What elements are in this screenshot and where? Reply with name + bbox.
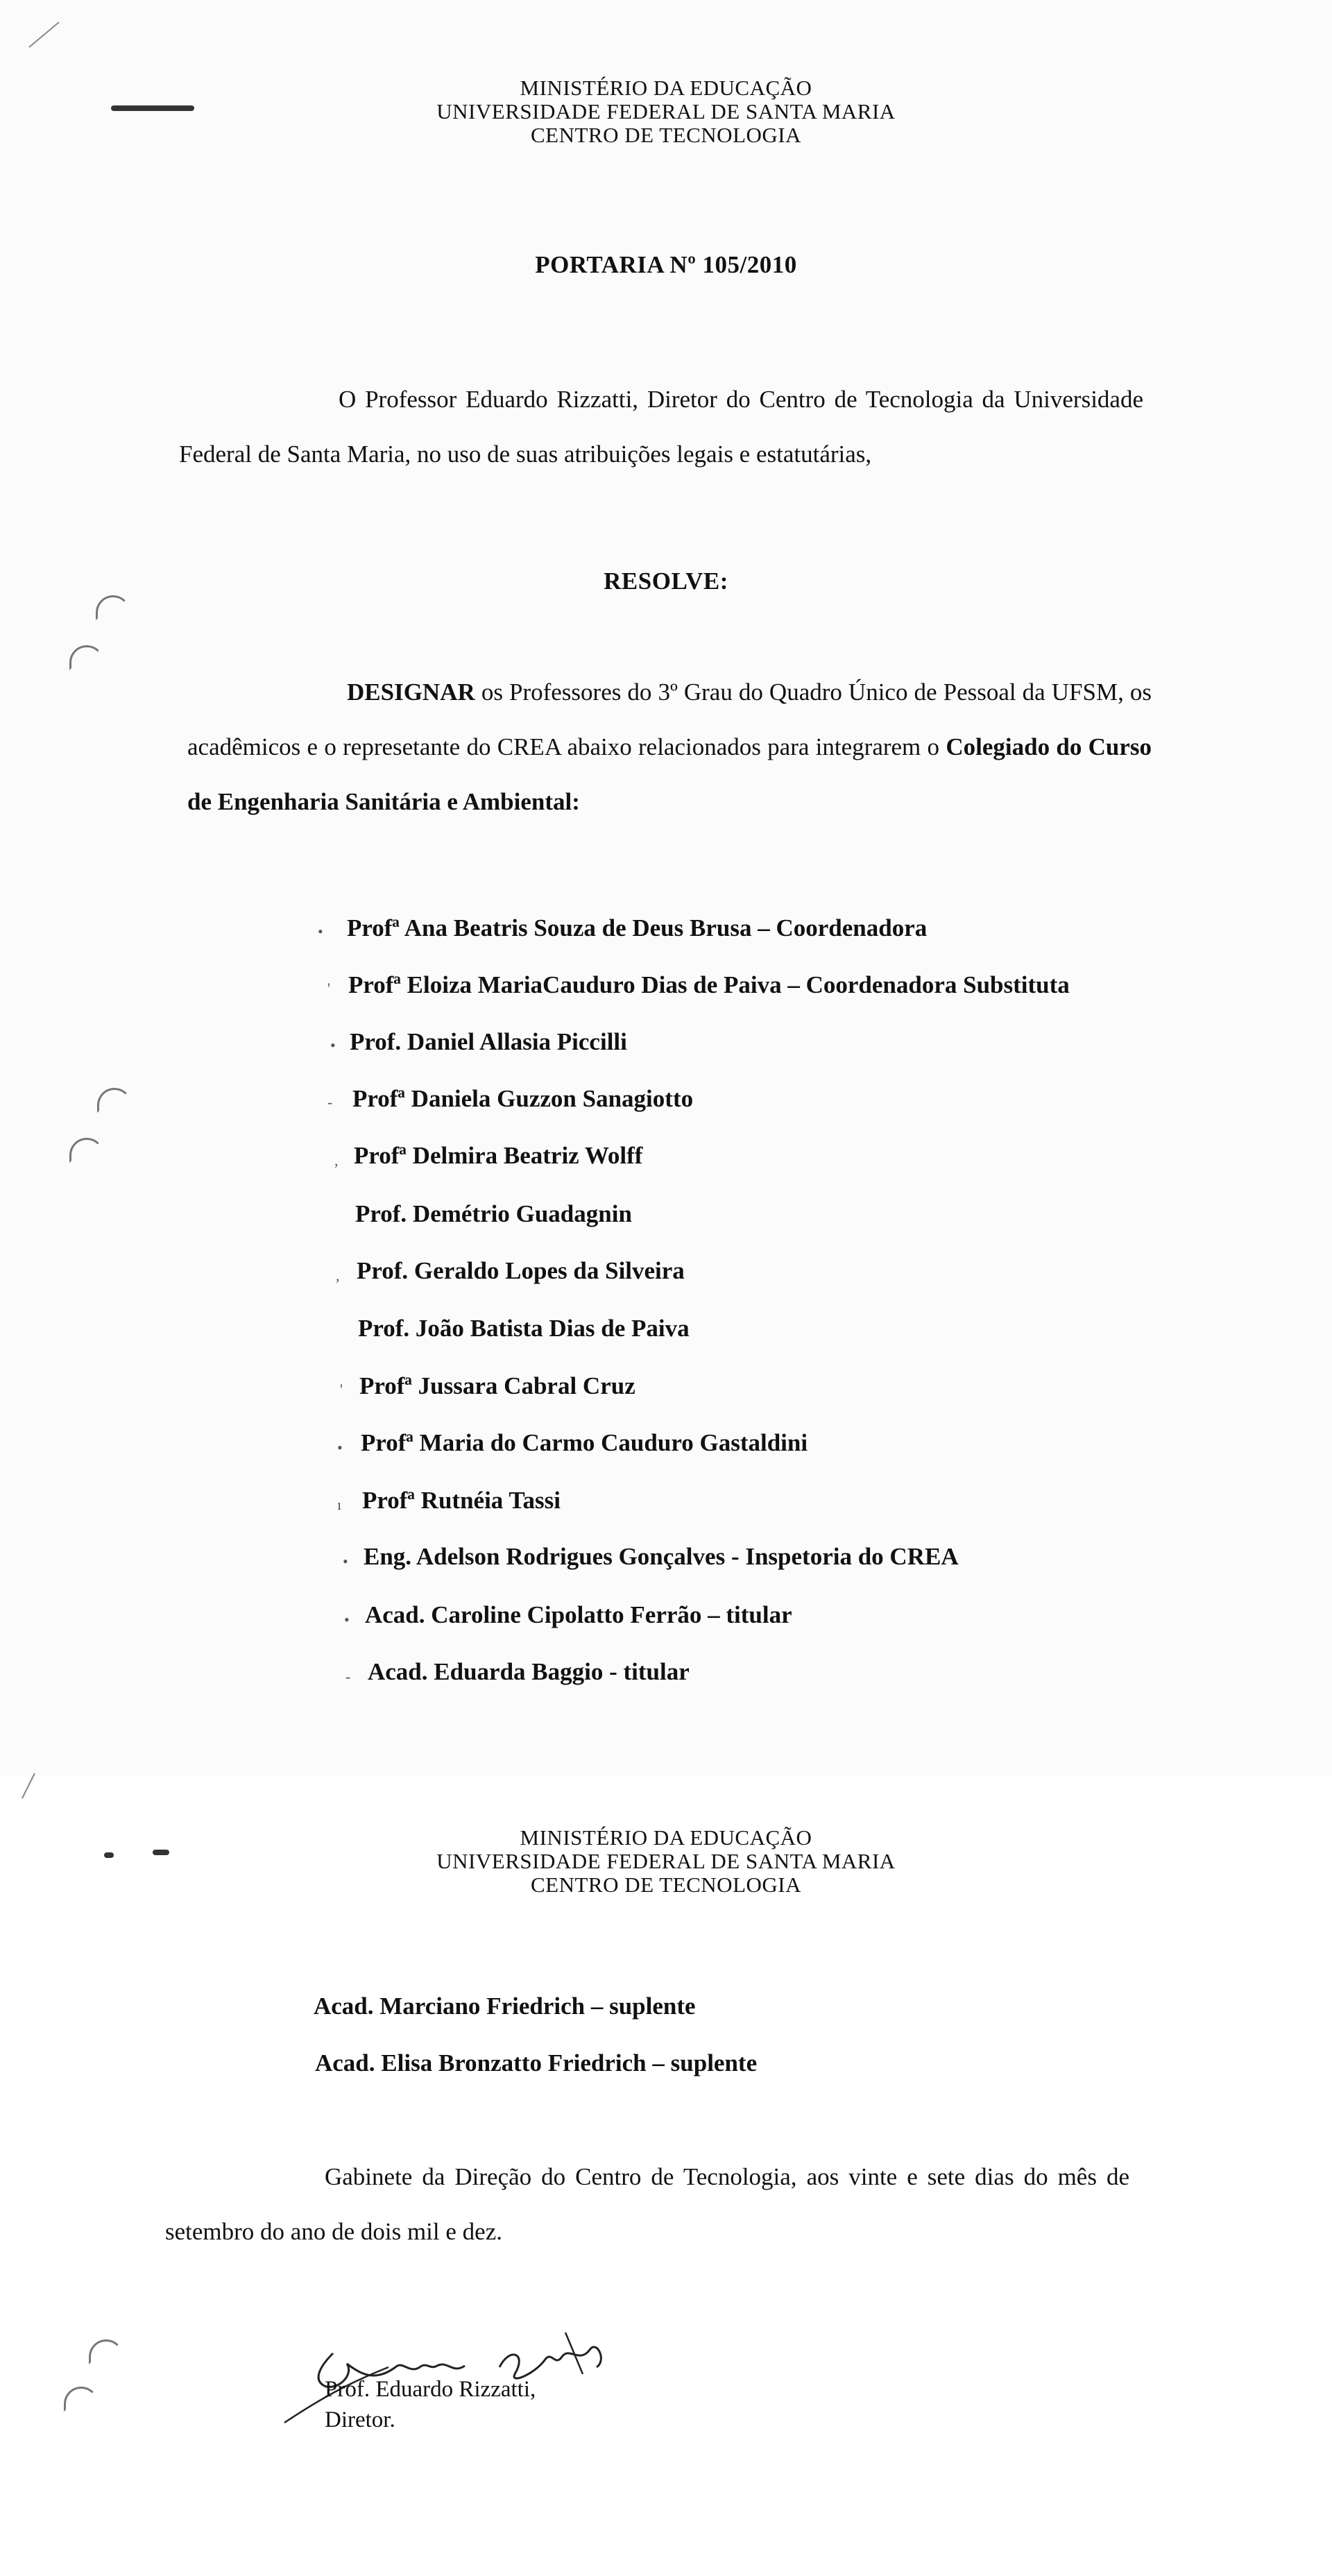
tick-mark: • <box>337 1439 343 1456</box>
document-title: PORTARIA Nº 105/2010 <box>535 251 797 278</box>
member-item: Acad. Marciano Friedrich – suplente <box>314 1993 696 2020</box>
tick-mark: , <box>334 1152 339 1169</box>
letterhead-university: UNIVERSIDADE FEDERAL DE SANTA MARIA <box>436 1849 896 1873</box>
member-item: Prof. João Batista Dias de Paiva <box>358 1315 690 1342</box>
tick-mark: - <box>345 1668 351 1685</box>
tick-mark: • <box>343 1553 348 1570</box>
member-item: Acad. Elisa Bronzatto Friedrich – suplente <box>315 2049 758 2076</box>
designar-course: Colegiado do Curso de Engenharia Sanitária e Ambiental: <box>187 733 1152 815</box>
binder-hole-mark <box>64 2387 99 2412</box>
tick-mark: • <box>344 1611 350 1628</box>
member-item: Profª Jussara Cabral Cruz <box>359 1372 635 1399</box>
letterhead-ministry: MINISTÉRIO DA EDUCAÇÃO <box>520 76 812 100</box>
resolve-heading: RESOLVE: <box>604 568 728 595</box>
binder-hole-mark <box>69 645 104 670</box>
member-item: Prof. Daniel Allasia Piccilli <box>350 1028 627 1055</box>
signatory-name: Prof. Eduardo Rizzatti, <box>325 2377 536 2402</box>
tick-mark: , <box>336 1267 340 1284</box>
letterhead <box>0 1826 1332 1897</box>
letterhead <box>0 76 1332 147</box>
designar-body: os Professores do 3º Grau do Quadro Único de Pessoal da UFSM, os acadêmicos e o represetante do CREA abaixo relacionados para integrarem o <box>187 679 1152 760</box>
letterhead-ministry: MINISTÉRIO DA EDUCAÇÃO <box>520 1825 812 1850</box>
closing-paragraph <box>165 2149 1129 2259</box>
member-item: Profª Ana Beatris Souza de Deus Brusa – Coordenadora <box>347 914 928 941</box>
signatory-title: Diretor. <box>325 2407 395 2432</box>
tick-mark: ' <box>327 980 330 997</box>
member-item: Profª Maria do Carmo Cauduro Gastaldini <box>361 1429 808 1456</box>
designation-text <box>187 665 1152 829</box>
blank-margin <box>0 2456 1332 2576</box>
tick-mark: ' <box>340 1381 343 1398</box>
member-item: Acad. Eduarda Baggio - titular <box>368 1658 690 1685</box>
member-item: Acad. Caroline Cipolatto Ferrão – titular <box>365 1601 792 1628</box>
closing-text: Gabinete da Direção do Centro de Tecnologia, aos vinte e sete dias do mês de setembro do ano de dois mil e dez. <box>165 2163 1129 2245</box>
tick-mark: ı <box>337 1496 342 1513</box>
designation-paragraph <box>187 665 1152 829</box>
binder-hole-mark <box>89 2339 123 2364</box>
binder-hole-mark <box>96 595 130 620</box>
member-item: Profª Rutnéia Tassi <box>362 1487 561 1514</box>
tick-mark: • <box>318 923 323 940</box>
member-item: Prof. Demétrio Guadagnin <box>355 1200 632 1227</box>
intro-text: O Professor Eduardo Rizzatti, Diretor do Centro de Tecnologia da Universidade Federal de Santa Maria, no uso de suas atribuições legais e estatutárias, <box>179 386 1143 468</box>
binder-hole-mark <box>69 1138 104 1163</box>
letterhead-university: UNIVERSIDADE FEDERAL DE SANTA MARIA <box>436 99 896 123</box>
member-item: Eng. Adelson Rodrigues Gonçalves - Inspetoria do CREA <box>364 1543 959 1570</box>
scan-corner-line <box>21 1772 49 1800</box>
letterhead-center: CENTRO DE TECNOLOGIA <box>530 123 801 147</box>
member-item: Profª Daniela Guzzon Sanagiotto <box>352 1085 694 1112</box>
designar-keyword: DESIGNAR <box>347 679 475 706</box>
letterhead-center: CENTRO DE TECNOLOGIA <box>530 1873 801 1897</box>
member-item: Profª Eloiza MariaCauduro Dias de Paiva – Coordenadora Substituta <box>348 971 1070 998</box>
tick-mark: - <box>327 1093 333 1111</box>
tick-mark: • <box>330 1037 336 1054</box>
binder-hole-mark <box>97 1088 132 1113</box>
member-item: Prof. Geraldo Lopes da Silveira <box>357 1257 685 1284</box>
intro-paragraph <box>179 372 1143 481</box>
scan-corner-line <box>28 21 62 49</box>
member-item: Profª Delmira Beatriz Wolff <box>354 1142 643 1169</box>
